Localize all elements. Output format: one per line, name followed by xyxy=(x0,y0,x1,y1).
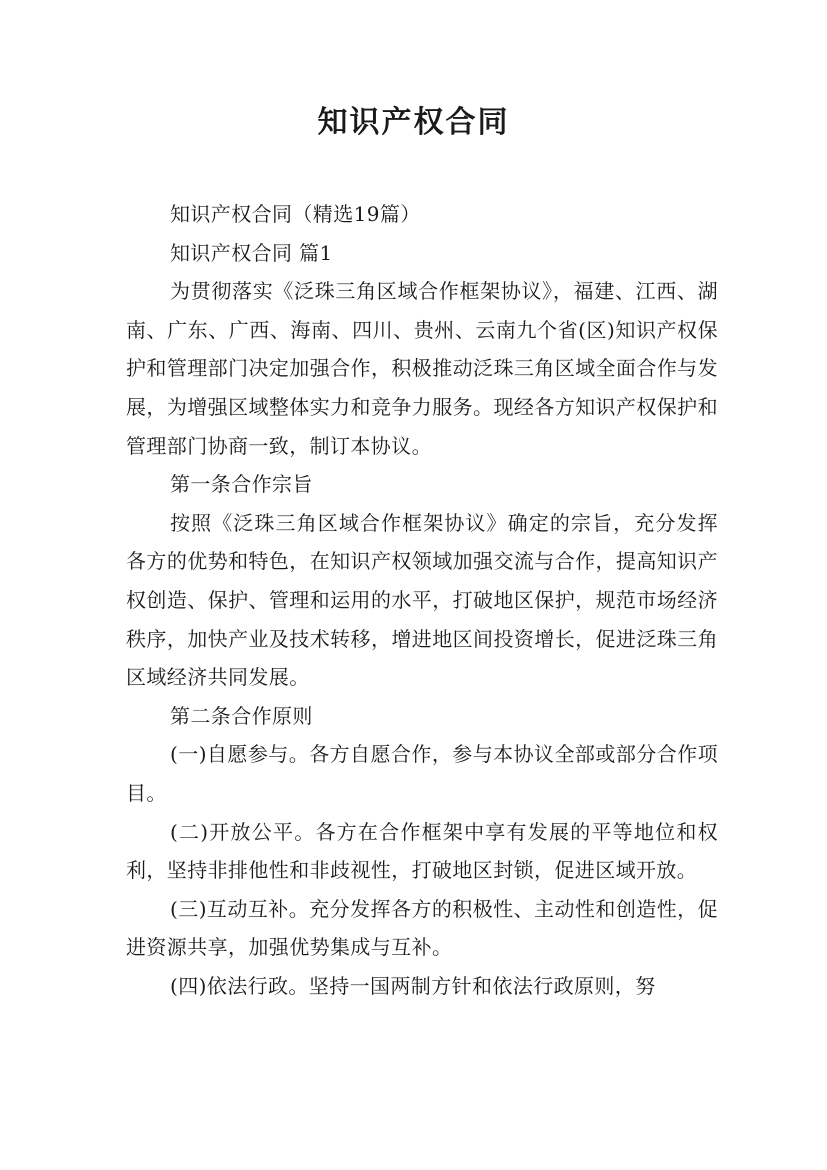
paragraph-principle-3: (三)互动互补。充分发挥各方的积极性、主动性和创造性，促进资源共享，加强优势集成与互补。 xyxy=(126,896,718,960)
paragraph-chapter-heading: 知识产权合同 篇1 xyxy=(170,240,333,265)
document-title: 知识产权合同 xyxy=(317,105,510,140)
paragraph-article-1-heading: 第一条合作宗旨 xyxy=(170,472,313,497)
paragraph-principle-4: (四)依法行政。坚持一国两制方针和依法行政原则，努 xyxy=(170,973,656,998)
paragraph-principle-1: (一)自愿参与。各方自愿合作，参与本协议全部或部分合作项目。 xyxy=(126,742,718,805)
paragraph-preamble: 为贯彻落实《泛珠三角区域合作框架协议》，福建、江西、湖南、广东、广西、海南、四川、贵州、云南九个省(区)知识产权保护和管理部门决定加强合作，积极推动泛珠三角区域全面合作与发展，为增强区域整体实力和竞争力服务。现经各方知识产权保护和管理部门协商一致，制订本协议。 xyxy=(126,279,718,458)
paragraph-article-2-heading: 第二条合作原则 xyxy=(170,703,313,728)
document-body xyxy=(126,195,718,1005)
paragraph-collection-title: 知识产权合同（精选19篇） xyxy=(170,202,421,226)
paragraph-principle-2: (二)开放公平。各方在合作框架中享有发展的平等地位和权利，坚持非排他性和非歧视性，打破地区封锁，促进区域开放。 xyxy=(126,819,718,883)
paragraph-article-1-body: 按照《泛珠三角区域合作框架协议》确定的宗旨，充分发挥各方的优势和特色，在知识产权领域加强交流与合作，提高知识产权创造、保护、管理和运用的水平，打破地区保护，规范市场经济秩序，加快产业及技术转移，增进地区间投资增长，促进泛珠三角区域经济共同发展。 xyxy=(126,510,718,690)
